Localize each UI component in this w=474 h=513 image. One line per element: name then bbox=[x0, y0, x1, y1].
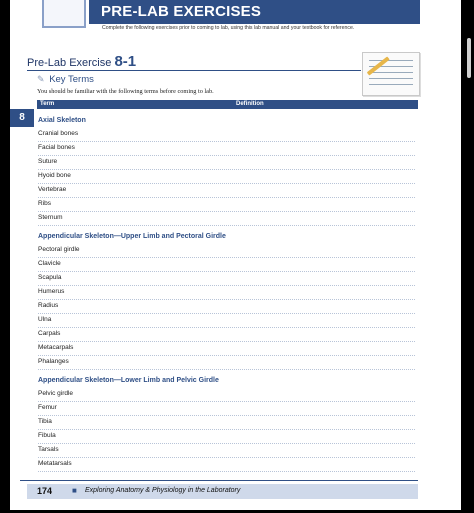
header-subtitle: Complete the following exercises prior to coming to lab, using this lab manual and your textbook for reference. bbox=[102, 25, 355, 31]
table-row[interactable] bbox=[38, 418, 415, 430]
term-label: Humerus bbox=[38, 288, 65, 295]
table-row[interactable] bbox=[38, 130, 415, 142]
term-label: Metacarpals bbox=[38, 344, 74, 351]
definition-line bbox=[38, 197, 415, 198]
term-label: Femur bbox=[38, 404, 57, 411]
definition-line bbox=[38, 211, 415, 212]
table-row[interactable] bbox=[38, 404, 415, 416]
term-label: Clavicle bbox=[38, 260, 61, 267]
table-row[interactable] bbox=[38, 316, 415, 328]
term-label: Sternum bbox=[38, 214, 63, 221]
scrollbar[interactable] bbox=[467, 38, 471, 78]
section-heading-upper-limb: Appendicular Skeleton—Upper Limb and Pectoral Girdle bbox=[38, 233, 226, 240]
section-heading-lower-limb: Appendicular Skeleton—Lower Limb and Pelvic Girdle bbox=[38, 377, 219, 384]
table-row[interactable] bbox=[38, 330, 415, 342]
definition-line bbox=[38, 271, 415, 272]
definition-line bbox=[38, 183, 415, 184]
term-label: Scapula bbox=[38, 274, 62, 281]
definition-line bbox=[38, 443, 415, 444]
term-label: Phalanges bbox=[38, 358, 69, 365]
definition-line bbox=[38, 369, 415, 370]
exercise-label: Pre-Lab Exercise bbox=[27, 57, 112, 69]
definition-line bbox=[38, 341, 415, 342]
exercise-number: 8-1 bbox=[114, 53, 137, 70]
column-definition: Definition bbox=[236, 101, 264, 107]
table-row[interactable] bbox=[38, 246, 415, 258]
table-row[interactable] bbox=[38, 288, 415, 300]
table-row[interactable] bbox=[38, 358, 415, 370]
key-terms-label: Key Terms bbox=[49, 74, 94, 85]
footer-rule bbox=[20, 480, 418, 481]
definition-line bbox=[38, 169, 415, 170]
page-number: 174 bbox=[37, 486, 53, 496]
definition-line bbox=[38, 429, 415, 430]
definition-line bbox=[38, 141, 415, 142]
definition-line bbox=[38, 355, 415, 356]
term-label: Metatarsals bbox=[38, 460, 72, 467]
table-row[interactable] bbox=[38, 446, 415, 458]
table-row[interactable] bbox=[38, 390, 415, 402]
definition-line bbox=[38, 313, 415, 314]
definition-line bbox=[38, 457, 415, 458]
pencil-icon: ✎ bbox=[37, 74, 45, 84]
term-label: Ribs bbox=[38, 200, 52, 207]
key-terms-description: You should be familiar with the following terms before coming to lab. bbox=[37, 88, 214, 95]
key-terms-heading bbox=[37, 74, 94, 85]
table-row[interactable] bbox=[38, 260, 415, 272]
term-label: Suture bbox=[38, 158, 58, 165]
term-label: Tibia bbox=[38, 418, 52, 425]
table-row[interactable] bbox=[38, 144, 415, 156]
table-row[interactable] bbox=[38, 172, 415, 184]
document-page bbox=[10, 0, 461, 510]
term-label: Cranial bones bbox=[38, 130, 79, 137]
section-heading-axial: Axial Skeleton bbox=[38, 117, 86, 124]
definition-line bbox=[38, 285, 415, 286]
table-row[interactable] bbox=[38, 460, 415, 472]
term-label: Fibula bbox=[38, 432, 56, 439]
table-row[interactable] bbox=[38, 432, 415, 444]
exercise-title bbox=[27, 53, 136, 70]
definition-line bbox=[38, 401, 415, 402]
term-label: Radius bbox=[38, 302, 59, 309]
term-label: Ulna bbox=[38, 316, 52, 323]
term-label: Carpals bbox=[38, 330, 61, 337]
definition-line bbox=[38, 327, 415, 328]
page-footer bbox=[27, 484, 418, 499]
term-label: Pelvic girdle bbox=[38, 390, 74, 397]
term-label: Hyoid bone bbox=[38, 172, 71, 179]
chapter-tab: 8 bbox=[10, 109, 34, 127]
definition-line bbox=[38, 155, 415, 156]
definition-line bbox=[38, 299, 415, 300]
table-row[interactable] bbox=[38, 158, 415, 170]
definition-line bbox=[38, 257, 415, 258]
table-row[interactable] bbox=[38, 186, 415, 198]
term-label: Vertebrae bbox=[38, 186, 67, 193]
table-row[interactable] bbox=[38, 274, 415, 286]
definition-line bbox=[38, 471, 415, 472]
table-row[interactable] bbox=[38, 200, 415, 212]
skull-illustration bbox=[42, 0, 86, 28]
table-header bbox=[37, 100, 418, 109]
header-banner bbox=[89, 0, 420, 24]
book-title: Exploring Anatomy & Physiology in the Laboratory bbox=[85, 487, 241, 494]
column-term: Term bbox=[40, 101, 55, 107]
term-label: Facial bones bbox=[38, 144, 75, 151]
term-label: Tarsals bbox=[38, 446, 59, 453]
page-title: PRE-LAB EXERCISES bbox=[101, 3, 262, 20]
footer-separator: ■ bbox=[72, 486, 77, 495]
definition-line bbox=[38, 415, 415, 416]
table-row[interactable] bbox=[38, 214, 415, 226]
term-label: Pectoral girdle bbox=[38, 246, 80, 253]
table-row[interactable] bbox=[38, 344, 415, 356]
table-row[interactable] bbox=[38, 302, 415, 314]
exercise-rule bbox=[27, 70, 361, 71]
definition-line bbox=[38, 225, 415, 226]
